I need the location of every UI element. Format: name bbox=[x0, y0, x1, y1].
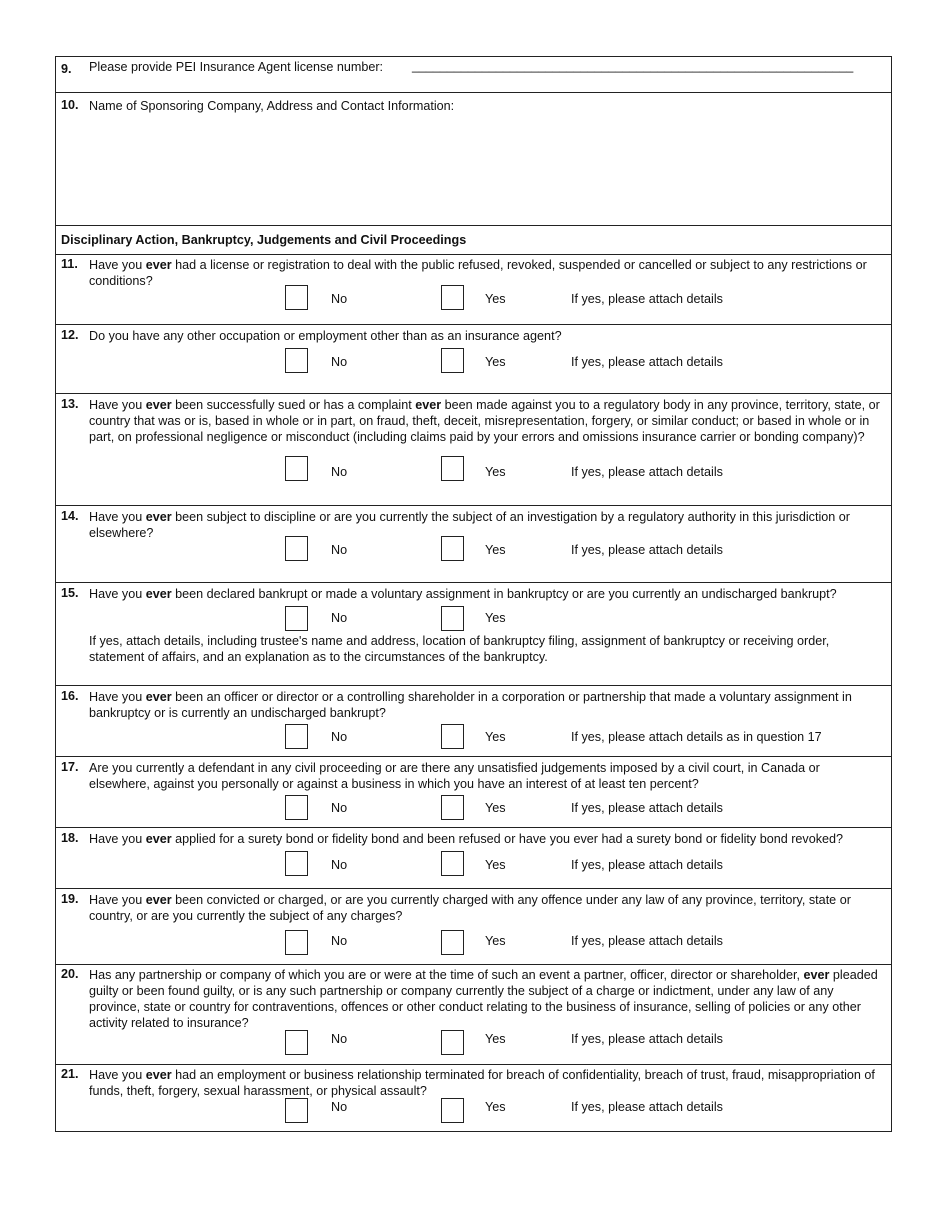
yes-label: Yes bbox=[485, 292, 506, 306]
yes-checkbox[interactable] bbox=[441, 930, 464, 955]
no-checkbox[interactable] bbox=[285, 606, 308, 631]
question-text: Do you have any other occupation or employment other than as an insurance agent? bbox=[89, 329, 562, 343]
no-checkbox[interactable] bbox=[285, 456, 308, 481]
no-checkbox[interactable] bbox=[285, 348, 308, 373]
no-checkbox[interactable] bbox=[285, 285, 308, 310]
yes-checkbox[interactable] bbox=[441, 1030, 464, 1055]
yes-label: Yes bbox=[485, 858, 506, 872]
no-label: No bbox=[331, 611, 348, 625]
yes-label: Yes bbox=[485, 611, 506, 625]
yes-checkbox[interactable] bbox=[441, 606, 464, 631]
yes-checkbox[interactable] bbox=[441, 795, 464, 820]
no-label: No bbox=[331, 543, 348, 557]
question-14-row bbox=[56, 506, 891, 583]
question-text: Have you ever applied for a surety bond or fidelity bond and been refused or have you ever had a surety bond or fidelity bond revoked? bbox=[89, 832, 844, 846]
yes-checkbox[interactable] bbox=[441, 456, 464, 481]
attach-details-note: If yes, please attach details bbox=[571, 858, 723, 872]
no-checkbox[interactable] bbox=[285, 930, 308, 955]
no-label: No bbox=[331, 730, 348, 744]
question-text: Have you ever been successfully sued or has a complaint ever been made against you to a regulatory body in any province, territory, state, or country that was or is, based in whole or in part, on fraud, theft, deceit, misrepresentation, forgery, or similar conduct; or based in whole or in part, on professional negligence or misconduct (including claims paid by your errors and omissions insurance carrier or bonding company)? bbox=[89, 398, 880, 444]
no-label: No bbox=[331, 801, 348, 815]
attach-details-note: If yes, please attach details as in question 17 bbox=[571, 730, 822, 744]
yes-label: Yes bbox=[485, 355, 506, 369]
yes-label: Yes bbox=[485, 730, 506, 744]
yes-checkbox[interactable] bbox=[441, 285, 464, 310]
application-form bbox=[55, 56, 892, 1132]
no-checkbox[interactable] bbox=[285, 724, 308, 749]
question-text: Have you ever been subject to discipline or are you currently the subject of an investigation by a regulatory authority in this jurisdiction or elsewhere? bbox=[89, 510, 850, 540]
no-label: No bbox=[331, 934, 348, 948]
attach-details-note: If yes, please attach details bbox=[571, 1032, 723, 1046]
question-15-row bbox=[56, 583, 891, 686]
question-number: 9. bbox=[61, 62, 72, 76]
yes-label: Yes bbox=[485, 543, 506, 557]
question-number: 20. bbox=[61, 967, 79, 981]
question-11-row bbox=[56, 255, 891, 325]
question-19-row bbox=[56, 889, 891, 965]
yes-checkbox[interactable] bbox=[441, 851, 464, 876]
question-number: 21. bbox=[61, 1067, 79, 1081]
question-text: Have you ever had an employment or business relationship terminated for breach of confidentiality, breach of trust, fraud, misappropriation of funds, theft, forgery, sexual harassment, or physical assault? bbox=[89, 1068, 875, 1098]
no-label: No bbox=[331, 1032, 348, 1046]
no-label: No bbox=[331, 465, 348, 479]
question-18-row bbox=[56, 828, 891, 889]
attach-details-note: If yes, attach details, including trustee's name and address, location of bankruptcy filing, assignment of bankruptcy or receiving order, statement of affairs, and an explanation as to the circumstances of the bankruptcy. bbox=[89, 634, 830, 664]
attach-details-note: If yes, please attach details bbox=[571, 543, 723, 557]
yes-checkbox[interactable] bbox=[441, 536, 464, 561]
yes-checkbox[interactable] bbox=[441, 724, 464, 749]
question-20-row bbox=[56, 965, 891, 1065]
question-number: 18. bbox=[61, 831, 79, 845]
no-checkbox[interactable] bbox=[285, 536, 308, 561]
yes-label: Yes bbox=[485, 801, 506, 815]
question-number: 12. bbox=[61, 328, 79, 342]
section-header-row bbox=[56, 226, 891, 255]
question-number: 17. bbox=[61, 760, 79, 774]
question-number: 13. bbox=[61, 397, 79, 411]
question-text: Have you ever been an officer or director or a controlling shareholder in a corporation or partnership that made a voluntary assignment in bankruptcy or is currently an undischarged bankrupt? bbox=[89, 690, 852, 720]
attach-details-note: If yes, please attach details bbox=[571, 465, 723, 479]
question-number: 19. bbox=[61, 892, 79, 906]
question-number: 16. bbox=[61, 689, 79, 703]
question-17-row bbox=[56, 757, 891, 828]
no-label: No bbox=[331, 292, 348, 306]
yes-label: Yes bbox=[485, 1032, 506, 1046]
no-checkbox[interactable] bbox=[285, 1030, 308, 1055]
question-9-row bbox=[56, 57, 891, 93]
question-text: Have you ever been declared bankrupt or made a voluntary assignment in bankruptcy or are you currently an undischarged bankrupt? bbox=[89, 587, 837, 601]
no-checkbox[interactable] bbox=[285, 851, 308, 876]
yes-label: Yes bbox=[485, 934, 506, 948]
yes-checkbox[interactable] bbox=[441, 1098, 464, 1123]
yes-checkbox[interactable] bbox=[441, 348, 464, 373]
question-number: 14. bbox=[61, 509, 79, 523]
question-13-row bbox=[56, 394, 891, 506]
question-number: 15. bbox=[61, 586, 79, 600]
question-text: Name of Sponsoring Company, Address and Contact Information: bbox=[89, 99, 455, 113]
question-text: Have you ever had a license or registration to deal with the public refused, revoked, suspended or cancelled or subject to any restrictions or conditions? bbox=[89, 258, 867, 288]
no-checkbox[interactable] bbox=[285, 795, 308, 820]
question-number: 11. bbox=[61, 257, 78, 271]
attach-details-note: If yes, please attach details bbox=[571, 934, 723, 948]
question-21-row bbox=[56, 1065, 891, 1133]
yes-label: Yes bbox=[485, 465, 506, 479]
attach-details-note: If yes, please attach details bbox=[571, 1100, 723, 1114]
attach-details-note: If yes, please attach details bbox=[571, 292, 723, 306]
attach-details-note: If yes, please attach details bbox=[571, 801, 723, 815]
no-label: No bbox=[331, 355, 348, 369]
attach-details-note: If yes, please attach details bbox=[571, 355, 723, 369]
question-10-row bbox=[56, 93, 891, 226]
yes-label: Yes bbox=[485, 1100, 506, 1114]
question-number: 10. bbox=[61, 98, 79, 112]
no-checkbox[interactable] bbox=[285, 1098, 308, 1123]
question-text: Has any partnership or company of which you are or were at the time of such an event a partner, officer, director or shareholder, ever pleaded guilty or been found guilty, or is any such partnership or company currently the subject of a charge or indictment, under any law of any province, state or country for contraventions, offences or other conduct relating to the business of insurance, selling of policies or any other activity related to insurance? bbox=[89, 968, 878, 1030]
no-label: No bbox=[331, 1100, 348, 1114]
question-text: Are you currently a defendant in any civil proceeding or are there any unsatisfied judgements imposed by a civil court, in Canada or elsewhere, against you personally or against a business in which you have an interest of at least ten percent? bbox=[89, 761, 820, 791]
no-label: No bbox=[331, 858, 348, 872]
question-12-row bbox=[56, 325, 891, 394]
license-number-field[interactable]: _______________________________________________________________ bbox=[412, 59, 854, 73]
question-16-row bbox=[56, 686, 891, 757]
question-text: Please provide PEI Insurance Agent license number: bbox=[89, 60, 384, 74]
section-title: Disciplinary Action, Bankruptcy, Judgements and Civil Proceedings bbox=[61, 233, 467, 247]
question-text: Have you ever been convicted or charged, or are you currently charged with any offence under any law of any province, territory, state or country, or are you currently the subject of any charges? bbox=[89, 893, 851, 923]
